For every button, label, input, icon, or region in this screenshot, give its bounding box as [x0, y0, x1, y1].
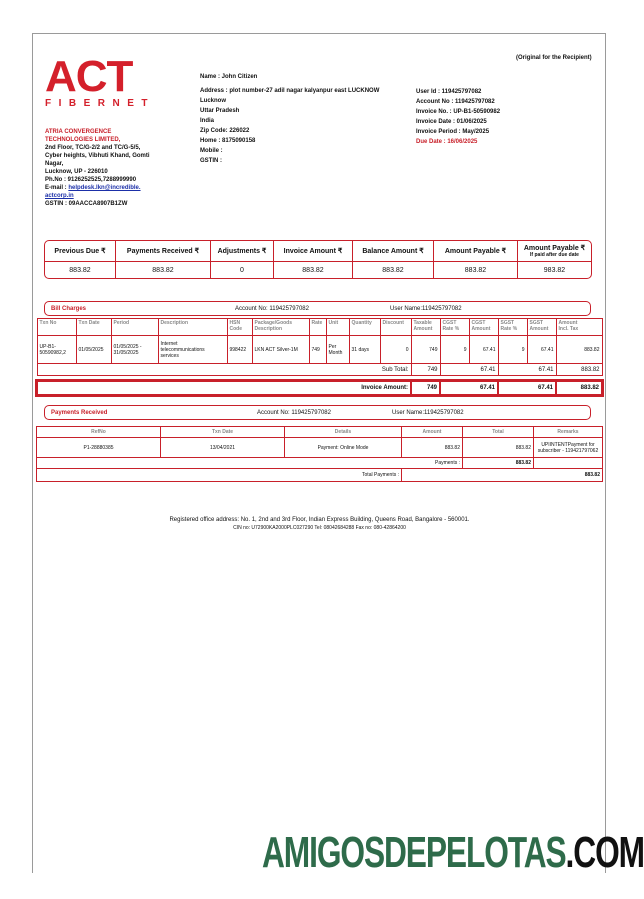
- summary-value: 0: [211, 262, 274, 278]
- bill-charges-table: [36, 318, 603, 396]
- user-id: User Id : 119425797082: [416, 89, 482, 95]
- summary-table: [44, 240, 592, 279]
- fibernet-logo: FIBERNET: [45, 98, 155, 109]
- col-header: Discount: [380, 319, 411, 336]
- col-header: Package/Goods Description: [252, 319, 309, 336]
- summary-header: Balance Amount ₹: [353, 241, 434, 262]
- hsn: 998422: [227, 336, 252, 364]
- company-addr-2: Cyber heights, Vibhuti Khand, Gomti: [45, 153, 150, 159]
- cgst-amt: 67.41: [469, 336, 498, 364]
- summary-header: Adjustments ₹: [211, 241, 274, 262]
- customer-name: Name : John Citizen: [200, 74, 258, 80]
- taxable: 749: [411, 336, 440, 364]
- email-label: E-mail :: [45, 185, 69, 191]
- company-addr-1: 2nd Floor, TC/G-2/2 and TC/G-5/5,: [45, 145, 141, 151]
- email-link-cont[interactable]: actcorp.in: [45, 193, 74, 199]
- customer-gstin: GSTIN :: [200, 158, 222, 164]
- col-header: Total: [463, 427, 534, 438]
- customer-mobile: Mobile :: [200, 148, 223, 154]
- payments-subtotal-row: [37, 458, 603, 469]
- col-header: HSN Code: [227, 319, 252, 336]
- total-payments-value: 883.82: [402, 469, 603, 482]
- bill-charges-account: Account No: 119425797082: [235, 306, 309, 312]
- col-header: SGST Amount: [527, 319, 556, 336]
- summary-value: 883.82: [45, 262, 116, 278]
- txn-no: UP-B1- 50590982,2: [37, 336, 76, 364]
- col-header: Amount: [402, 427, 463, 438]
- total-payments-label: Total Payments :: [37, 469, 402, 482]
- payments-bar: [44, 405, 591, 420]
- quantity: 31 days: [349, 336, 380, 364]
- bill-charges-user: User Name:119425797082: [390, 306, 462, 312]
- account-no: Account No : 119425797082: [416, 99, 495, 105]
- company-email-line: [45, 184, 175, 192]
- summary-header-last: [518, 241, 591, 262]
- sgst-amt: 67.41: [527, 336, 556, 364]
- summary-value: 883.82: [353, 262, 434, 278]
- summary-value: 883.82: [434, 262, 518, 278]
- sgst-rate: 9: [498, 336, 527, 364]
- company-name-2: TECHNOLOGIES LIMITED,: [45, 137, 121, 143]
- watermark-suffix: .COM: [565, 828, 644, 877]
- col-header: Period: [111, 319, 158, 336]
- watermark-text: AMIGOSDEPELOTAS: [262, 828, 566, 877]
- footer-cin: CIN no: U72900KA2000PLC027290 Tel: 08042684288 Fax no: 080-42864200: [233, 525, 406, 531]
- payments-user: User Name:119425797082: [392, 410, 464, 416]
- email-link[interactable]: helpdesk.lkn@incredible.: [68, 185, 141, 191]
- summary-header: Amount Payable ₹: [523, 245, 586, 252]
- summary-header: Invoice Amount ₹: [274, 241, 353, 262]
- col-header: Remarks: [534, 427, 603, 438]
- company-block: [45, 128, 175, 208]
- summary-value: 883.82: [274, 262, 353, 278]
- footer-address: Registered office address: No. 1, 2nd and 3rd Floor, Indian Express Building, Queens Road, Bangalore - 560001.: [169, 517, 470, 523]
- payments-total-row: [37, 469, 603, 482]
- payments-table: [36, 426, 603, 482]
- pay-details: Payment: Online Mode: [285, 438, 402, 458]
- col-header: Unit: [326, 319, 349, 336]
- customer-zip: Zip Code: 226022: [200, 128, 250, 134]
- customer-home: Home : 8175090158: [200, 138, 256, 144]
- company-name-1: ATRIA CONVERGENCE: [45, 129, 112, 135]
- summary-value: 883.82: [116, 262, 211, 278]
- col-header: SGST Rate %: [498, 319, 527, 336]
- col-header: Txn Date: [161, 427, 285, 438]
- original-note: (Original for the Recipient): [516, 55, 592, 61]
- invoice-no: Invoice No. : UP-B1-50590982: [416, 109, 501, 115]
- invoice-amount-cgst: 67.41: [440, 381, 498, 395]
- invoice-date: Invoice Date : 01/06/2025: [416, 119, 487, 125]
- col-header: Txn No: [37, 319, 76, 336]
- pay-remarks: UPIINTENTPayment for subscriber - 119421797062: [534, 438, 603, 458]
- bill-charges-bar: [44, 301, 591, 316]
- col-header: Txn Date: [76, 319, 111, 336]
- summary-header: Previous Due ₹: [45, 241, 116, 262]
- customer-state: Uttar Pradesh: [200, 108, 240, 114]
- invoice-amount-total: 883.82: [556, 381, 602, 395]
- table-row: [37, 336, 602, 364]
- customer-city: Lucknow: [200, 98, 227, 104]
- col-header: Description: [158, 319, 227, 336]
- summary-header-sub: If paid after due date: [530, 252, 579, 258]
- cgst-rate: 9: [440, 336, 469, 364]
- col-header: Amount Incl. Tax: [556, 319, 602, 336]
- invoice-amount-taxable: 749: [411, 381, 440, 395]
- customer-address: Address : plot number-27 adil nagar kalyanpur east LUCKNOW: [200, 88, 380, 94]
- pay-date: 13/04/2021: [161, 438, 285, 458]
- invoice-amount-sgst: 67.41: [498, 381, 556, 395]
- invoice-period: Invoice Period : May/2025: [416, 129, 490, 135]
- company-gstin: GSTIN : 09AACCA8907B1ZW: [45, 201, 128, 207]
- summary-header: Amount Payable ₹: [434, 241, 518, 262]
- col-header: Rate: [309, 319, 326, 336]
- col-header: CGST Amount: [469, 319, 498, 336]
- txn-date: 01/05/2025: [76, 336, 111, 364]
- col-header: Quantity: [349, 319, 380, 336]
- payments-value: 883.82: [463, 458, 534, 469]
- row-total: 883.82: [556, 336, 602, 364]
- package: LKN ACT Silver-1M: [252, 336, 309, 364]
- invoice-amount-row: [37, 381, 602, 395]
- subtotal-taxable: 749: [411, 364, 440, 376]
- discount: 0: [380, 336, 411, 364]
- col-header: RefNo: [37, 427, 161, 438]
- col-header: Taxable Amount: [411, 319, 440, 336]
- summary-header: Payments Received ₹: [116, 241, 211, 262]
- table-row: [37, 438, 603, 458]
- footer: [36, 516, 603, 532]
- unit: Per Month: [326, 336, 349, 364]
- period: 01/05/2025 - 31/05/2025: [111, 336, 158, 364]
- account-block: [416, 87, 606, 147]
- subtotal-total: 883.82: [556, 364, 602, 376]
- company-phone: Ph.No : 9126252525,7288999990: [45, 177, 137, 183]
- subtotal-sgst: 67.41: [498, 364, 556, 376]
- payments-title: Payments Received: [51, 410, 108, 416]
- due-date: Due Date : 16/06/2025: [416, 139, 478, 145]
- customer-country: India: [200, 118, 215, 124]
- pay-total: 883.82: [463, 438, 534, 458]
- payments-account: Account No: 119425797082: [257, 410, 331, 416]
- subtotal-cgst: 67.41: [440, 364, 498, 376]
- watermark: [262, 828, 644, 878]
- company-addr-3: Nagar,: [45, 161, 64, 167]
- summary-value: 983.82: [543, 266, 566, 274]
- company-addr-4: Lucknow, UP - 226010: [45, 169, 108, 175]
- rate: 749: [309, 336, 326, 364]
- bill-charges-title: Bill Charges: [51, 306, 87, 312]
- subtotal-label: Sub Total:: [37, 364, 411, 376]
- payments-label: Payments :: [37, 458, 463, 469]
- subtotal-row: [37, 364, 602, 376]
- description: Internet telecommunications services: [158, 336, 227, 364]
- invoice-amount-label: Invoice Amount:: [37, 381, 411, 395]
- customer-block: [200, 72, 415, 166]
- col-header: Details: [285, 427, 402, 438]
- act-logo: ACT: [45, 52, 133, 101]
- pay-ref: P1-28880385: [37, 438, 161, 458]
- pay-amount: 883.82: [402, 438, 463, 458]
- col-header: CGST Rate %: [440, 319, 469, 336]
